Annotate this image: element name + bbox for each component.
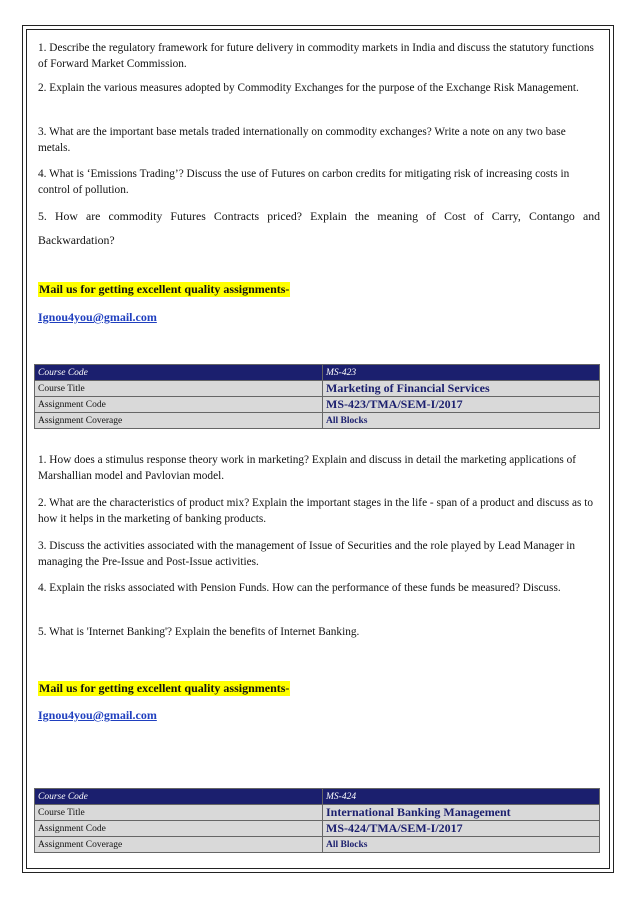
course-title-value: Marketing of Financial Services — [323, 381, 600, 397]
table-row — [35, 805, 600, 821]
assignment-coverage-label: Assignment Coverage — [35, 413, 323, 429]
question-2-top: 2. Explain the various measures adopted by Commodity Exchanges for the purpose of the Exchange Risk Management. — [38, 82, 579, 94]
question-3-top: 3. What are the important base metals traded internationally on commodity exchanges? Write a note on any two base metals. — [38, 126, 566, 154]
assignment-code-label: Assignment Code — [35, 821, 323, 837]
table-row — [35, 365, 600, 381]
course-title-label: Course Title — [35, 381, 323, 397]
table-row — [35, 381, 600, 397]
assignment-coverage-value: All Blocks — [323, 413, 600, 429]
question-3-ms423: 3. Discuss the activities associated with the management of Issue of Securities and the role played by Lead Manager in managing the Pre-Issue and Post-Issue activities. — [38, 540, 576, 568]
mail-promo-text-2: Mail us for getting excellent quality assignments- — [39, 681, 290, 695]
mail-promo-text: Mail us for getting excellent quality assignments- — [39, 282, 290, 296]
question-1-ms423: 1. How does a stimulus response theory work in marketing? Explain and discuss in detail the marketing applications of Marshallian model and Pavlovian model. — [38, 454, 577, 482]
question-5-ms423: 5. What is 'Internet Banking'? Explain the benefits of Internet Banking. — [38, 626, 360, 638]
course-code-value: MS-424 — [323, 789, 600, 805]
assignment-code-label: Assignment Code — [35, 397, 323, 413]
question-5-top: 5. How are commodity Futures Contracts priced? Explain the meaning of Cost of Carry, Contango and Backwardation? — [38, 209, 600, 247]
table-row — [35, 821, 600, 837]
course-info-table-ms423 — [34, 364, 600, 429]
table-row — [35, 397, 600, 413]
table-row — [35, 837, 600, 853]
question-4-ms423: 4. Explain the risks associated with Pension Funds. How can the performance of these funds be measured? Discuss. — [38, 582, 561, 594]
assignment-code-value: MS-423/TMA/SEM-I/2017 — [323, 397, 600, 413]
question-4-top: 4. What is ‘Emissions Trading’? Discuss the use of Futures on carbon credits for mitigating risk of increasing costs in control of pollution. — [38, 168, 570, 196]
table-row — [35, 413, 600, 429]
course-title-value: International Banking Management — [323, 805, 600, 821]
question-2-ms423: 2. What are the characteristics of product mix? Explain the important stages in the life - span of a product and discuss as to how it helps in the marketing of banking products. — [38, 497, 594, 525]
course-code-label: Course Code — [35, 365, 323, 381]
email-link[interactable]: Ignou4you@gmail.com — [38, 310, 157, 324]
course-title-label: Course Title — [35, 805, 323, 821]
question-1-top: 1. Describe the regulatory framework for future delivery in commodity markets in India and discuss the statutory functions of Forward Market Commission. — [38, 42, 594, 70]
assignment-code-value: MS-424/TMA/SEM-I/2017 — [323, 821, 600, 837]
course-code-value: MS-423 — [323, 365, 600, 381]
email-link-2[interactable]: Ignou4you@gmail.com — [38, 708, 157, 722]
assignment-coverage-label: Assignment Coverage — [35, 837, 323, 853]
table-row — [35, 789, 600, 805]
course-code-label: Course Code — [35, 789, 323, 805]
assignment-coverage-value: All Blocks — [323, 837, 600, 853]
course-info-table-ms424 — [34, 788, 600, 853]
